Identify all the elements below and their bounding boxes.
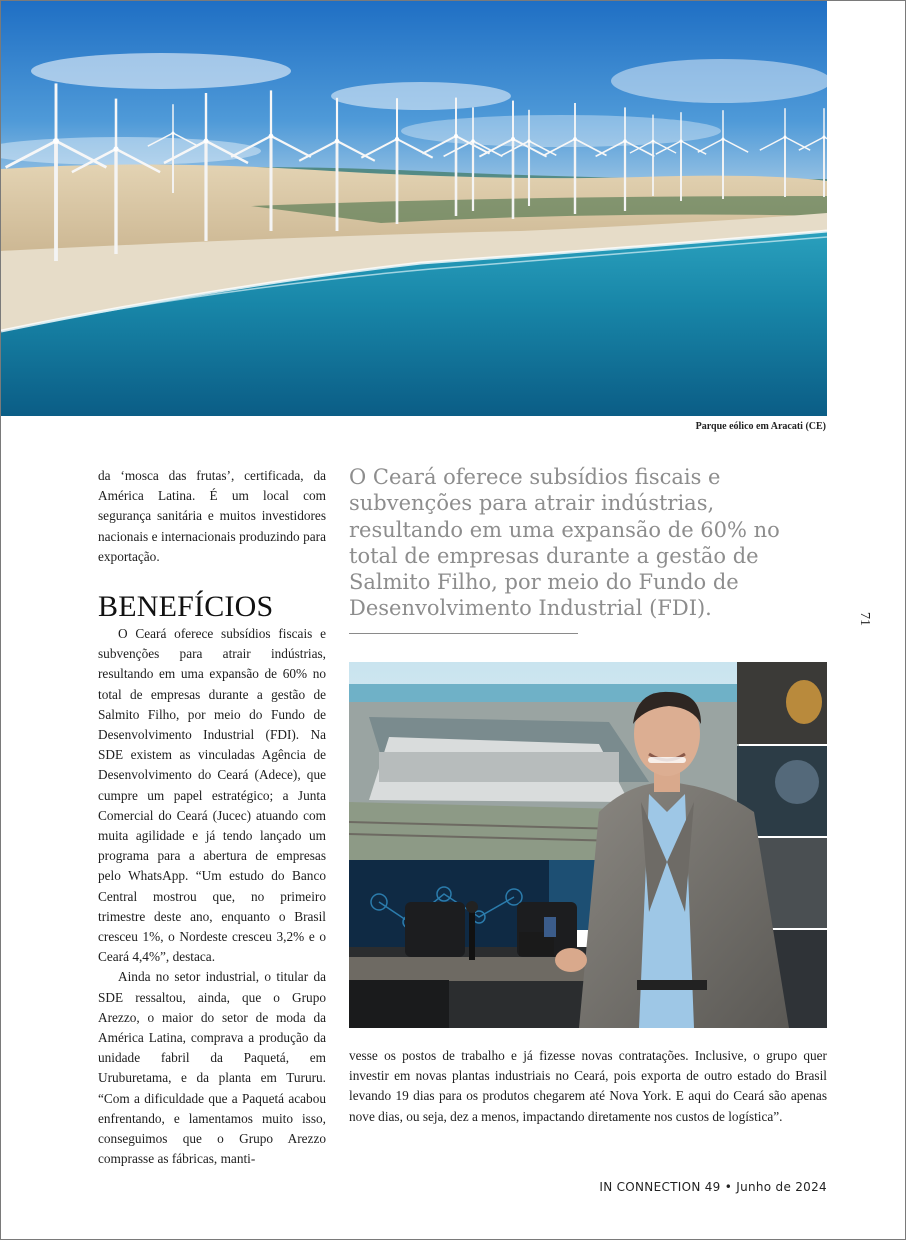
portrait-photo (349, 662, 827, 1028)
section-title: BENEFÍCIOS (98, 590, 274, 624)
pull-quote-divider (349, 633, 578, 634)
left-column (98, 466, 326, 1170)
body-paragraph-2: Ainda no setor industrial, o titular da SDE ressaltou, ainda, que o Grupo Arezzo, o maior do setor de moda da América Latina, comprava a produção da unidade fabril da Paquetá, em Uruburetama, e da planta em Tururu. “Com a dificuldade que a Paquetá acabou enfrentando, e lamentamos muito isso, conseguimos que o Grupo Arezzo comprasse as fábricas, manti- (98, 969, 326, 1167)
continuation-paragraph: vesse os postos de trabalho e já fizesse novas contratações. Inclusive, o grupo quer investir em novas plantas industriais no Ceará, pois exporta de outro estado do Brasil levando 19 dias para os produtos chegarem até Nova York. E aqui do Ceará são apenas nove dias, ou seja, dez a menos, impactando diretamente nos custos de logística”. (349, 1048, 827, 1124)
page-footer: IN CONNECTION 49 • Junho de 2024 (599, 1180, 827, 1194)
intro-paragraph: da ‘mosca das frutas’, certificada, da América Latina. É um local com segurança sanitária e muitos investidores nacionais e internacionais produzindo para exportação. (98, 468, 326, 564)
page-number: 71 (857, 612, 872, 626)
body-paragraph-1: O Ceará oferece subsídios fiscais e subvenções para atrair indústrias, resultando em uma expansão de 60% no total de empresas durante a gestão de Salmito Filho, por meio do Fundo de Desenvolvimento Industrial (FDI). Na SDE existem as vinculadas Agência de Desenvolvimento do Ceará (Adece), que cumpre um papel estratégico; a Junta Comercial do Ceará (Jucec) atuando com muita agilidade e já tendo lançado um programa para a abertura de empresas pelo WhatsApp. “Um estudo do Banco Central mostrou que, no primeiro trimestre deste ano, enquanto o Brasil cresceu 1%, o Nordeste cresceu 3,2% e o Ceará 4,4%”, destaca. (98, 626, 326, 965)
pull-quote: O Ceará oferece subsídios fiscais e subvenções para atrair indústrias, resultando em uma expansão de 60% no total de empresas durante a gestão de Salmito Filho, por meio do Fundo de Desenvolvimento Industrial (FDI). (349, 465, 780, 621)
right-column (349, 1046, 827, 1127)
hero-caption: Parque eólico em Aracati (CE) (695, 421, 826, 432)
hero-photo-wind-farm (1, 1, 827, 416)
